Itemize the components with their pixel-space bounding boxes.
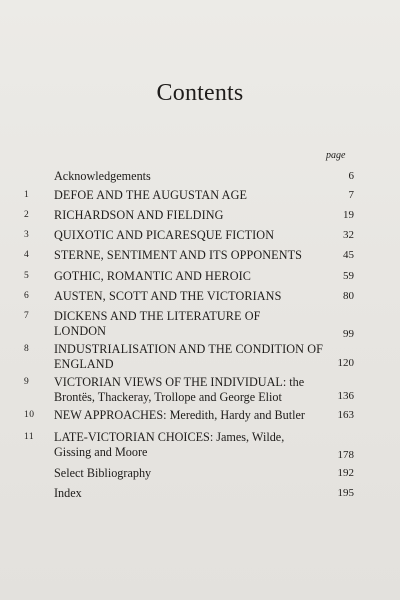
- toc-entry-number: 3: [24, 230, 30, 240]
- toc-entry-page: 19: [343, 209, 354, 221]
- toc-entry-8: [0, 342, 400, 372]
- page-title: Contents: [156, 80, 244, 106]
- toc-entry-title: GOTHIC, ROMANTIC AND HEROIC: [54, 269, 252, 283]
- toc-entry-number: 2: [24, 210, 30, 220]
- toc-entry-number: 10: [24, 410, 35, 420]
- toc-entry-page: 6: [348, 170, 354, 182]
- toc-entry-page: 45: [343, 249, 354, 261]
- toc-entry-title: NEW APPROACHES: Meredith, Hardy and Butler: [54, 408, 305, 422]
- toc-entry-title: Index: [54, 486, 82, 500]
- toc-entry-number: 6: [24, 291, 30, 301]
- toc-entry-page: 80: [343, 290, 354, 302]
- toc-entry-page: 192: [337, 467, 354, 479]
- toc-entry-number: 1: [24, 190, 30, 200]
- toc-entry-9: [0, 375, 400, 405]
- toc-entry-page: 32: [343, 229, 354, 241]
- toc-entry-page: 136: [337, 390, 354, 402]
- toc-entry-number: 5: [24, 271, 30, 281]
- toc-entry-title: Acknowledgements: [54, 169, 151, 183]
- page-column-label: page: [326, 150, 346, 161]
- toc-entry-title: DEFOE AND THE AUGUSTAN AGE: [54, 188, 248, 202]
- toc-entry-number: 8: [24, 344, 30, 354]
- toc-entry-number: 9: [24, 377, 30, 387]
- toc-entry-page: 59: [343, 270, 354, 282]
- toc-entry-7: [0, 309, 400, 339]
- toc-entry-number: 11: [24, 432, 35, 442]
- toc-entry-title: VICTORIAN VIEWS OF THE INDIVIDUAL: the Brontës, Thackeray, Trollope and George Eliot: [54, 375, 305, 404]
- toc-entry-page: 99: [343, 328, 354, 340]
- toc-entry-title: LATE-VICTORIAN CHOICES: James, Wilde, Gissing and Moore: [54, 430, 285, 459]
- toc-entry-number: 7: [24, 311, 30, 321]
- toc-entry-11: [0, 430, 400, 462]
- toc-entry-title: AUSTEN, SCOTT AND THE VICTORIANS: [54, 289, 282, 303]
- toc-entry-title: RICHARDSON AND FIELDING: [54, 208, 224, 222]
- toc-entry-title: QUIXOTIC AND PICARESQUE FICTION: [54, 228, 275, 242]
- toc-entry-page: 195: [337, 487, 354, 499]
- toc-entry-number: 4: [24, 250, 30, 260]
- toc-entry-page: 7: [348, 189, 354, 201]
- toc-entry-title: Select Bibliography: [54, 466, 152, 480]
- bleed-through-text: [0, 0, 400, 45]
- toc-entry-page: 178: [337, 449, 354, 461]
- toc-entry-page: 163: [337, 409, 354, 421]
- toc-entry-page: 120: [337, 357, 354, 369]
- toc-entry-title: DICKENS AND THE LITERATURE OF LONDON: [54, 309, 261, 338]
- toc-entry-title: INDUSTRIALISATION AND THE CONDITION OF ENGLAND: [54, 342, 323, 371]
- toc-entry-title: STERNE, SENTIMENT AND ITS OPPONENTS: [54, 248, 303, 262]
